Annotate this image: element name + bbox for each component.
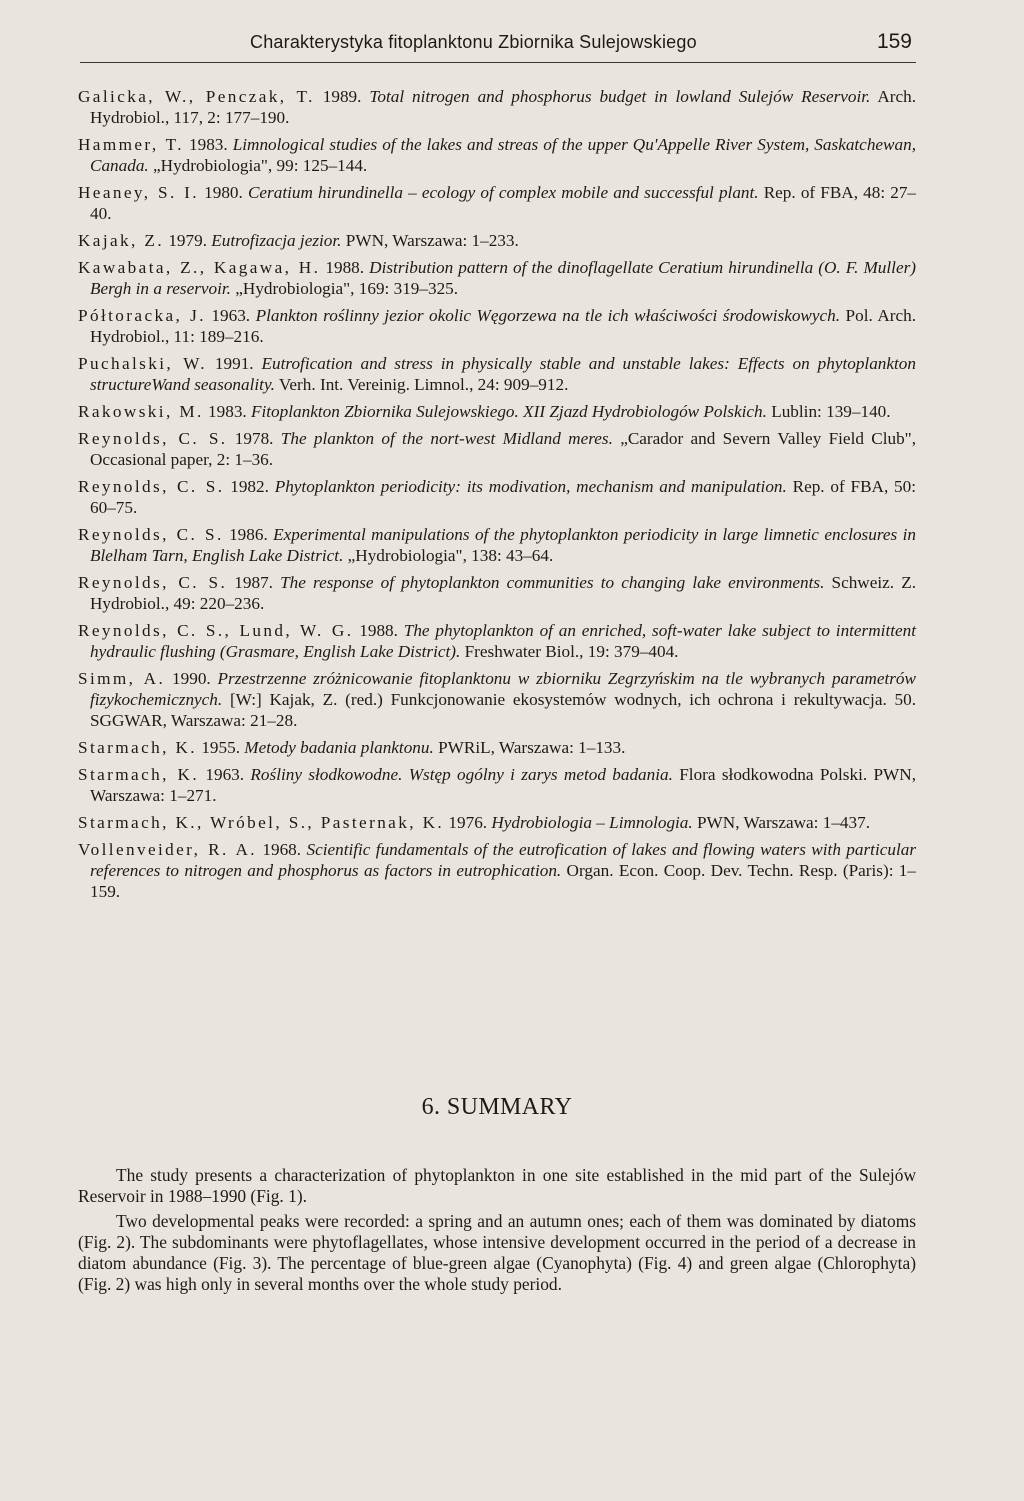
reference-year: 1968. — [257, 840, 307, 859]
reference-authors: Reynolds, C. S. — [78, 429, 228, 448]
reference-source: Rep. of FBA, 50: 60–75. — [90, 477, 916, 517]
reference-title: Metody badania planktonu. — [244, 738, 434, 757]
summary-heading: 6. SUMMARY — [421, 1094, 573, 1120]
reference-entry — [78, 134, 916, 176]
reference-entry — [78, 353, 916, 395]
reference-year: 1963. — [199, 765, 251, 784]
reference-title: The plankton of the nort-west Midland meres. — [280, 429, 613, 448]
reference-title: Scientific fundamentals of the eutrofication of lakes and flowing waters with particular references to nitrogen and phosphorus as factors in eutrophication. — [90, 840, 917, 880]
reference-title: Ceratium hirundinella – ecology of complex mobile and successful plant. — [247, 183, 759, 202]
page-number: 159 — [876, 30, 912, 53]
reference-source: Schweiz. Z. Hydrobiol., 49: 220–236. — [90, 573, 916, 613]
reference-title: Fitoplankton Zbiornika Sulejowskiego. XII Zjazd Hydrobiologów Polskich. — [251, 402, 767, 421]
reference-source: Pol. Arch. Hydrobiol., 11: 189–216. — [90, 306, 917, 346]
reference-source: Freshwater Biol., 19: 379–404. — [460, 642, 679, 661]
reference-entry — [78, 812, 916, 833]
reference-title: Eutrofizacja jezior. — [211, 231, 342, 250]
reference-authors: Simm, A. — [78, 669, 166, 688]
reference-authors: Galicka, W., Penczak, T. — [78, 87, 315, 106]
summary-section — [78, 1094, 916, 1299]
reference-entry — [78, 305, 916, 347]
summary-paragraph: The study presents a characterization of phytoplankton in one site established in the mid part of the Sulejów Reservoir in 1988–1990 (Fig. 1). — [78, 1165, 916, 1206]
reference-title: Experimental manipulations of the phytoplankton periodicity in large limnetic enclosures in Blelham Tarn, English Lake District. — [90, 525, 916, 565]
reference-authors: Starmach, K. — [78, 765, 200, 784]
reference-entry — [78, 620, 916, 662]
reference-authors: Reynolds, C. S. — [78, 477, 225, 496]
reference-entry — [78, 572, 916, 614]
reference-authors: Hammer, T. — [78, 135, 184, 154]
reference-year: 1983. — [203, 402, 251, 421]
reference-entry — [78, 524, 916, 566]
reference-year: 1990. — [165, 669, 218, 688]
running-title: Charakterystyka fitoplanktonu Zbiornika Sulejowskiego — [250, 32, 697, 52]
reference-entry — [78, 182, 916, 224]
reference-title: Total nitrogen and phosphorus budget in lowland Sulejów Reservoir. — [369, 87, 871, 106]
reference-entry — [78, 401, 916, 422]
reference-authors: Reynolds, C. S. — [78, 573, 228, 592]
reference-year: 1963. — [205, 306, 256, 325]
reference-year: 1982. — [224, 477, 275, 496]
reference-list — [78, 86, 916, 908]
reference-source: PWRiL, Warszawa: 1–133. — [433, 738, 626, 757]
reference-entry — [78, 257, 916, 299]
reference-title: Distribution pattern of the dinoflagellate Ceratium hirundinella (O. F. Muller) Bergh in a reservoir. — [90, 258, 916, 298]
reference-title: The response of phytoplankton communities to changing lake environments. — [280, 573, 825, 592]
reference-title: The phytoplankton of an enriched, soft-water lake subject to intermittent hydraulic flushing (Grasmare, English Lake District). — [90, 621, 916, 661]
reference-authors: Puchalski, W. — [78, 354, 207, 373]
reference-authors: Rakowski, M. — [78, 402, 204, 421]
reference-title: Eutrofication and stress in physically stable and unstable lakes: Effects on phytoplankton structureWand seasonality. — [90, 354, 916, 394]
reference-source: PWN, Warszawa: 1–233. — [341, 231, 519, 250]
summary-paragraph: Two developmental peaks were recorded: a spring and an autumn ones; each of them was dominated by diatoms (Fig. 2). The subdominants were phytoflagellates, whose intensive development occurred in the period of a decrease in diatom abundance (Fig. 3). The percentage of blue-green algae (Cyanophyta) (Fig. 4) and green algae (Chlorophyta) (Fig. 2) was high only in several months over the whole study period. — [78, 1211, 916, 1294]
reference-source: Verh. Int. Vereinig. Limnol., 24: 909–912. — [274, 375, 569, 394]
reference-authors: Starmach, K., Wróbel, S., Pasternak, K. — [78, 813, 445, 832]
reference-year: 1988. — [353, 621, 404, 640]
reference-year: 1989. — [314, 87, 370, 106]
reference-source: Flora słodkowodna Polski. PWN, Warszawa: 1–271. — [90, 765, 916, 805]
reference-source: PWN, Warszawa: 1–437. — [692, 813, 870, 832]
reference-entry — [78, 839, 916, 902]
reference-authors: Starmach, K. — [78, 738, 198, 757]
reference-title: Phytoplankton periodicity: its modivation, mechanism and manipulation. — [274, 477, 787, 496]
reference-year: 1988. — [320, 258, 370, 277]
reference-entry — [78, 764, 916, 806]
reference-title: Hydrobiologia – Limnologia. — [491, 813, 693, 832]
reference-year: 1987. — [227, 573, 281, 592]
reference-year: 1980. — [199, 183, 248, 202]
reference-source: „Hydrobiologia", 138: 43–64. — [343, 546, 554, 565]
reference-authors: Reynolds, C. S. — [78, 525, 224, 544]
reference-authors: Vollenveider, R. A. — [78, 840, 258, 859]
reference-source: Organ. Econ. Coop. Dev. Techn. Resp. (Paris): 1–159. — [90, 861, 916, 901]
reference-entry — [78, 737, 916, 758]
reference-entry — [78, 230, 916, 251]
reference-title: Plankton roślinny jezior okolic Węgorzewa na tle ich właściwości środowiskowych. — [255, 306, 841, 325]
reference-title: Przestrzenne zróżnicowanie fitoplanktonu w zbiorniku Zegrzyńskim na tle wybranych parametrów fizykochemicznych. — [90, 669, 916, 709]
reference-year: 1991. — [206, 354, 262, 373]
reference-entry — [78, 476, 916, 518]
reference-authors: Heaney, S. I. — [78, 183, 200, 202]
reference-authors: Półtoracka, J. — [78, 306, 206, 325]
reference-source: Lublin: 139–140. — [766, 402, 891, 421]
reference-source: Rep. of FBA, 48: 27–40. — [90, 183, 917, 223]
reference-year: 1978. — [227, 429, 281, 448]
reference-year: 1955. — [197, 738, 245, 757]
reference-title: Rośliny słodkowodne. Wstęp ogólny i zarys metod badania. — [250, 765, 673, 784]
reference-entry — [78, 86, 916, 128]
reference-source: [W:] Kajak, Z. (red.) Funkcjonowanie ekosystemów wodnych, ich ochrona i rekultywacja. 50. SGGWAR, Warszawa: 21–28. — [90, 690, 916, 730]
reference-year: 1986. — [223, 525, 274, 544]
reference-source: „Carador and Severn Valley Field Club", Occasional paper, 2: 1–36. — [90, 429, 916, 469]
running-header — [80, 28, 916, 63]
reference-source: Arch. Hydrobiol., 117, 2: 177–190. — [90, 87, 916, 127]
reference-authors: Reynolds, C. S., Lund, W. G. — [78, 621, 354, 640]
reference-entry — [78, 428, 916, 470]
reference-source: „Hydrobiologia", 169: 319–325. — [230, 279, 459, 298]
reference-title: Limnological studies of the lakes and streas of the upper Qu'Appelle River System, Saskatchewan, Canada. — [90, 135, 916, 175]
reference-source: „Hydrobiologia", 99: 125–144. — [148, 156, 368, 175]
reference-year: 1983. — [183, 135, 233, 154]
reference-authors: Kawabata, Z., Kagawa, H. — [78, 258, 321, 277]
reference-entry — [78, 668, 916, 731]
reference-year: 1976. — [444, 813, 492, 832]
reference-authors: Kajak, Z. — [78, 231, 165, 250]
reference-year: 1979. — [164, 231, 212, 250]
